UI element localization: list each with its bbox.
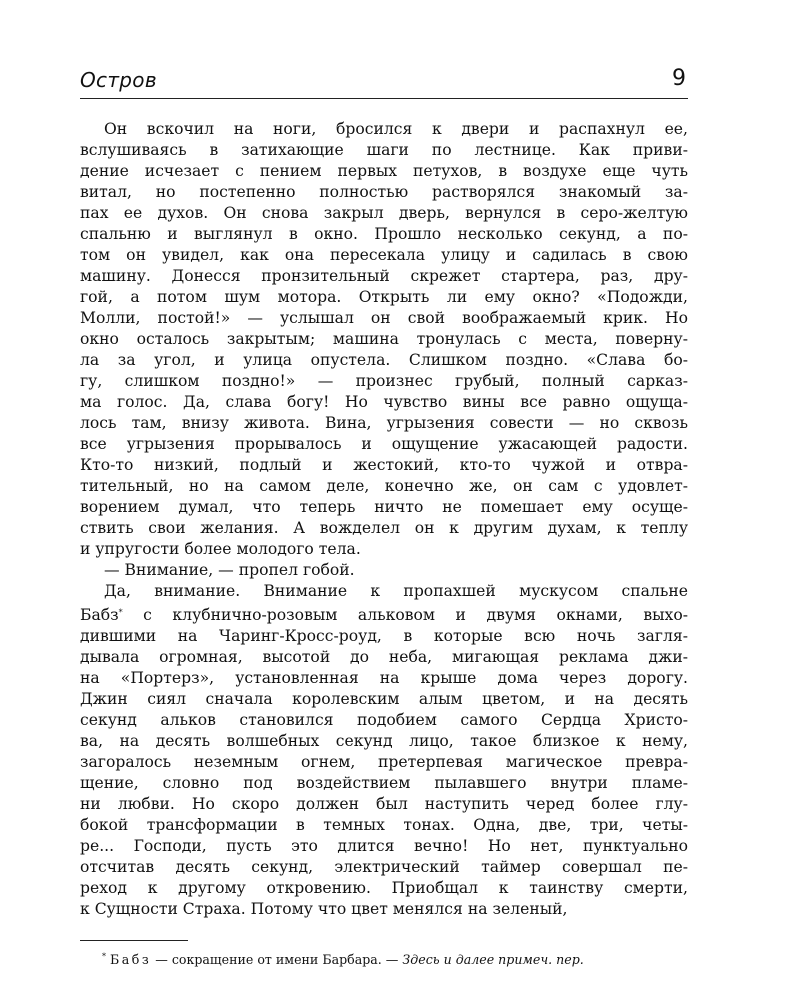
- text-line: витал, но постепенно полностью растворялся знакомый за-: [80, 183, 688, 201]
- text-line: реход к другому откровению. Приобщал к таинству смерти,: [80, 879, 688, 897]
- text-line: все угрызения прорывалось и ощущение ужасающей радости.: [80, 435, 688, 453]
- footnote: [80, 949, 688, 968]
- paragraph-3: [80, 581, 688, 920]
- text-line: гой, а потом шум мотора. Открыть ли ему окно? «Подожди,: [80, 288, 688, 306]
- text-line: и упругости более молодого тела.: [80, 540, 361, 558]
- footnote-divider: [80, 940, 188, 941]
- book-title: Остров: [80, 68, 157, 92]
- text-line: дывала огромная, высотой до неба, мигающая реклама джи-: [80, 648, 688, 666]
- text-line: тительный, но на самом деле, конечно же, он сам с удовлет-: [80, 477, 688, 495]
- text-line: пах ее духов. Он снова закрыл дверь, вернулся в серо-желтую: [80, 204, 688, 222]
- text-line: Бабз* с клубнично-розовым альковом и двумя окнами, выхо-: [80, 606, 688, 624]
- text-line: гу, слишком поздно!» — произнес грубый, полный сарказ-: [80, 372, 688, 390]
- text-line: машину. Донесся пронзительный скрежет стартера, раз, дру-: [80, 267, 688, 285]
- text-line: отсчитав десять секунд, электрический таймер совершал пе-: [80, 858, 688, 876]
- text-line: секунд альков становился подобием самого Сердца Христо-: [80, 711, 688, 729]
- text-line: ре... Господи, пусть это длится вечно! Но нет, пунктуально: [80, 837, 688, 855]
- text-line: загоралось неземным огнем, претерпевая магическое превра-: [80, 753, 688, 771]
- text-line: Кто-то низкий, подлый и жестокий, кто-то чужой и отвра-: [80, 456, 688, 474]
- text-line: на «Портерз», установленная на крыше дома через дорогу.: [80, 669, 688, 687]
- text-line: Он вскочил на ноги, бросился к двери и распахнул ее,: [104, 120, 688, 138]
- footnote-marker: *: [102, 952, 106, 961]
- running-head: [80, 66, 688, 99]
- text-line: Молли, постой!» — услышал он свой воображаемый крик. Но: [80, 309, 688, 327]
- footnote-term: Бабз: [110, 952, 152, 967]
- text-line: бокой трансформации в темных тонах. Одна, две, три, четы-: [80, 816, 688, 834]
- book-page: [80, 66, 688, 968]
- text-line: лось там, внизу живота. Вина, угрызения совести — но сквозь: [80, 414, 688, 432]
- text-line: Да, внимание. Внимание к пропахшей мускусом спальне: [104, 582, 688, 600]
- text-line: ворением думал, что теперь ничто не помешает ему осуще-: [80, 498, 688, 516]
- text-line: Джин сиял сначала королевским алым цветом, и на десять: [80, 690, 688, 708]
- text-line: ла за угол, и улица опустела. Слишком поздно. «Слава бо-: [80, 351, 688, 369]
- paragraph-1: [80, 119, 688, 560]
- text-line: ма голос. Да, слава богу! Но чувство вины все равно ощуща-: [80, 393, 688, 411]
- text-line: ва, на десять волшебных секунд лицо, такое близкое к нему,: [80, 732, 688, 750]
- page-number: 9: [672, 66, 686, 91]
- text-line: ствить свои желания. А вожделел он к другим духам, к теплу: [80, 519, 688, 537]
- text-line: окно осталось закрытым; машина тронулась с места, поверну-: [80, 330, 688, 348]
- text-line: вслушиваясь в затихающие шаги по лестнице. Как приви-: [80, 141, 688, 159]
- text-line: к Сущности Страха. Потому что цвет менялся на зеленый,: [80, 900, 568, 918]
- text-line: — Внимание, — пропел гобой.: [104, 561, 355, 579]
- text-line: ни любви. Но скоро должен был наступить черед более глу-: [80, 795, 688, 813]
- paragraph-2: [80, 560, 688, 581]
- body-text: [80, 119, 688, 920]
- text-line: щение, словно под воздействием пылавшего внутри пламе-: [80, 774, 688, 792]
- text-line: том он увидел, как она пересекала улицу и садилась в свою: [80, 246, 688, 264]
- footnote-explanation: — сокращение от имени Барбара. —: [155, 952, 399, 967]
- text-line: спальню и выглянул в окно. Прошло несколько секунд, а по-: [80, 225, 688, 243]
- footnote-translator-note: Здесь и далее примеч. пер.: [402, 952, 584, 967]
- text-line: дение исчезает с пением первых петухов, в воздухе еще чуть: [80, 162, 688, 180]
- text-line: дившими на Чаринг-Кросс-роуд, в которые всю ночь загля-: [80, 627, 688, 645]
